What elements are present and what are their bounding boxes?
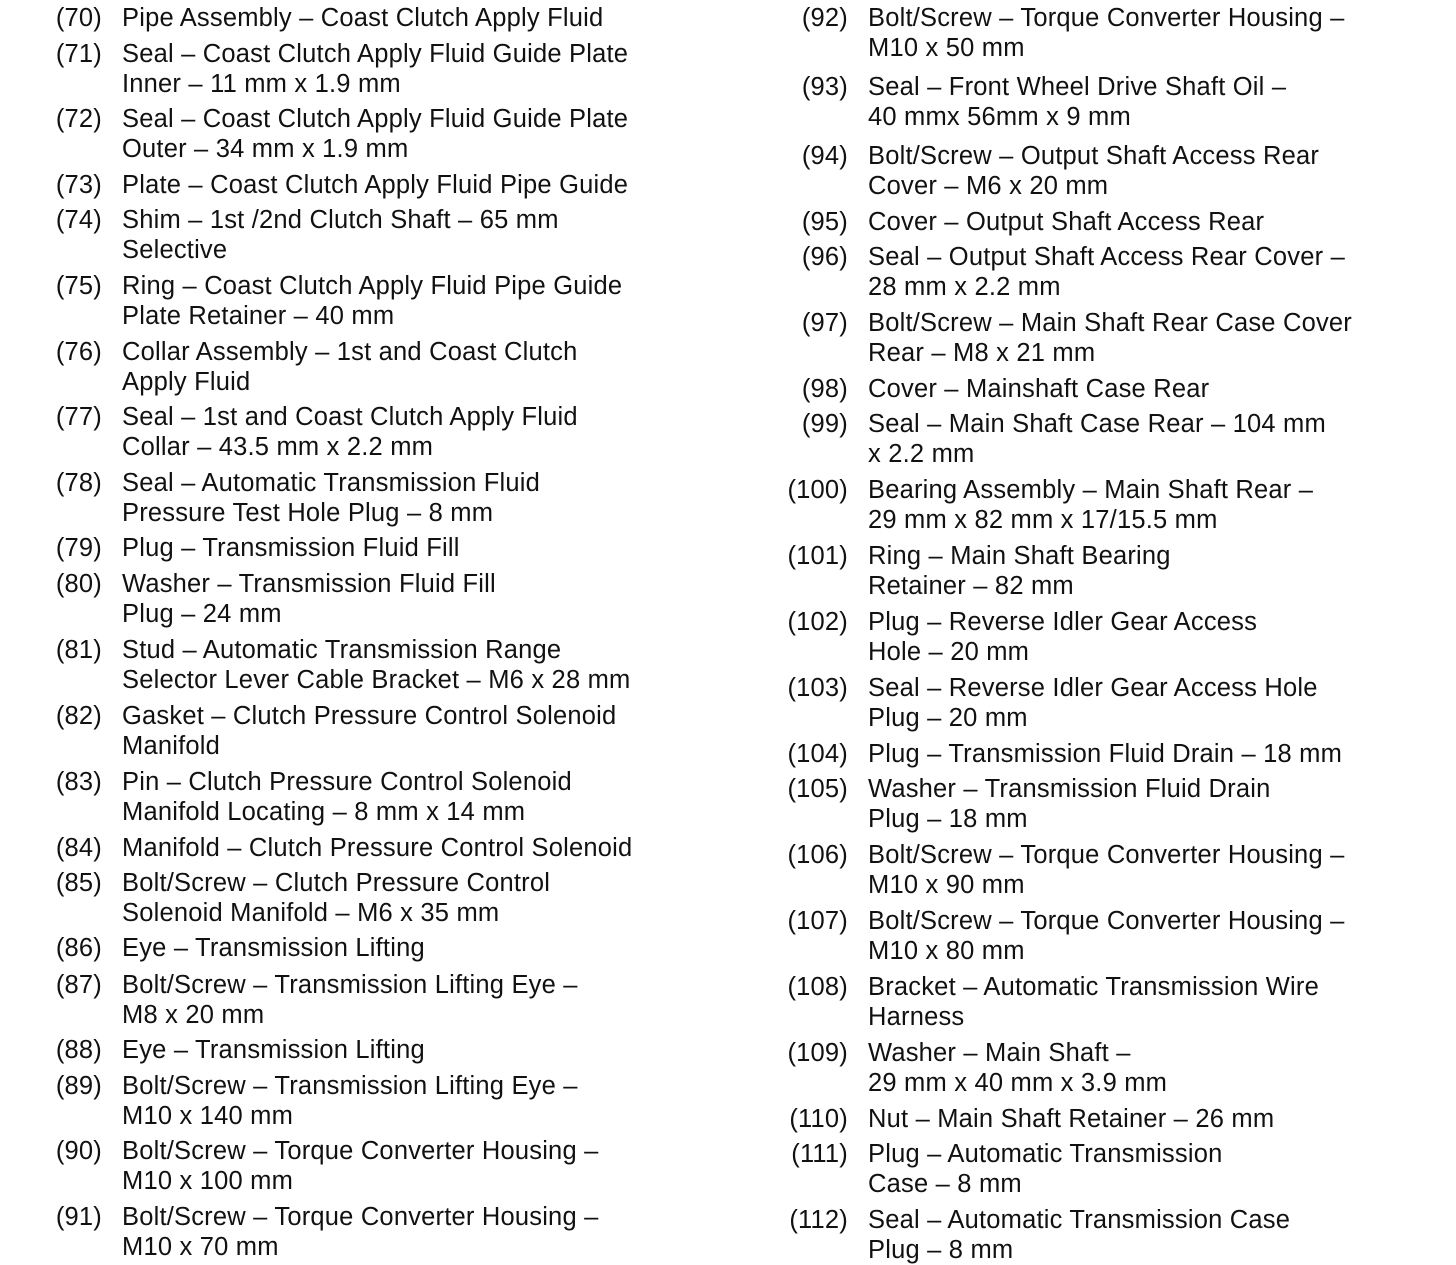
item-description: Plug – Transmission Fluid Drain – 18 mm [868, 740, 1343, 768]
item-description: Seal – Reverse Idler Gear Access Hole Plug – 20 mm [868, 674, 1318, 732]
item-description: Seal – Coast Clutch Apply Fluid Guide Plate Inner – 11 mm x 1.9 mm [122, 40, 629, 98]
item-description: Plug – Automatic Transmission Case – 8 mm [868, 1140, 1223, 1198]
legend-entry [780, 1139, 1408, 1199]
item-description: Seal – Main Shaft Case Rear – 104 mm x 2.2 mm [868, 410, 1326, 468]
legend-entry [48, 3, 702, 33]
legend-entry [48, 635, 702, 695]
item-number: (102) [787, 608, 848, 636]
item-description: Eye – Transmission Lifting [122, 934, 425, 962]
item-description: Bolt/Screw – Output Shaft Access Rear Cover – M6 x 20 mm [868, 142, 1320, 200]
legend-entry [780, 308, 1408, 368]
item-number: (81) [55, 636, 102, 664]
item-description: Ring – Coast Clutch Apply Fluid Pipe Guide Plate Retainer – 40 mm [122, 272, 623, 330]
item-description: Plate – Coast Clutch Apply Fluid Pipe Guide [122, 171, 629, 199]
item-description: Plug – Reverse Idler Gear Access Hole – 20 mm [868, 608, 1258, 666]
item-number: (72) [55, 105, 102, 133]
item-number: (92) [801, 4, 848, 32]
item-number: (77) [55, 403, 102, 431]
legend-entry [48, 271, 702, 331]
item-description: Nut – Main Shaft Retainer – 26 mm [868, 1105, 1275, 1133]
item-number: (75) [55, 272, 102, 300]
item-number: (71) [55, 40, 102, 68]
item-description: Seal – Front Wheel Drive Shaft Oil – 40 mmx 56mm x 9 mm [868, 73, 1287, 131]
item-number: (91) [55, 1203, 102, 1231]
item-description: Bolt/Screw – Torque Converter Housing – M10 x 90 mm [868, 841, 1345, 899]
item-description: Bracket – Automatic Transmission Wire Harness [868, 973, 1319, 1031]
legend-entry [780, 1038, 1408, 1098]
item-description: Pipe Assembly – Coast Clutch Apply Fluid [122, 4, 604, 32]
item-description: Bolt/Screw – Torque Converter Housing – M10 x 80 mm [868, 907, 1345, 965]
item-number: (110) [789, 1105, 848, 1133]
item-description: Collar Assembly – 1st and Coast Clutch Apply Fluid [122, 338, 578, 396]
legend-entry [48, 868, 702, 928]
legend-entry [48, 402, 702, 462]
item-description: Washer – Transmission Fluid Drain Plug – 18 mm [868, 775, 1271, 833]
item-number: (74) [55, 206, 102, 234]
legend-entry [780, 475, 1408, 535]
item-number: (89) [55, 1072, 102, 1100]
item-number: (111) [791, 1140, 848, 1168]
item-description: Gasket – Clutch Pressure Control Solenoid Manifold [122, 702, 617, 760]
item-number: (104) [787, 740, 848, 768]
item-number: (70) [55, 4, 102, 32]
item-number: (105) [787, 775, 848, 803]
legend-entry [48, 1202, 702, 1262]
item-number: (82) [55, 702, 102, 730]
legend-entry [48, 701, 702, 761]
legend-entry [780, 840, 1408, 900]
item-description: Bearing Assembly – Main Shaft Rear – 29 mm x 82 mm x 17/15.5 mm [868, 476, 1314, 534]
item-description: Bolt/Screw – Torque Converter Housing – M10 x 50 mm [868, 4, 1345, 62]
item-description: Cover – Output Shaft Access Rear [868, 208, 1265, 236]
item-description: Bolt/Screw – Torque Converter Housing – M10 x 70 mm [122, 1203, 599, 1261]
item-number: (86) [55, 934, 102, 962]
item-description: Ring – Main Shaft Bearing Retainer – 82 mm [868, 542, 1171, 600]
legend-entry [780, 242, 1408, 302]
item-description: Bolt/Screw – Torque Converter Housing – M10 x 100 mm [122, 1137, 599, 1195]
legend-entry [48, 569, 702, 629]
item-number: (84) [55, 834, 102, 862]
legend-entry [780, 1104, 1408, 1134]
item-number: (73) [55, 171, 102, 199]
legend-entry [780, 673, 1408, 733]
item-description: Washer – Transmission Fluid Fill Plug – 24 mm [122, 570, 496, 628]
item-number: (108) [787, 973, 848, 1001]
item-number: (106) [787, 841, 848, 869]
item-description: Bolt/Screw – Transmission Lifting Eye – M8 x 20 mm [122, 971, 578, 1029]
legend-entry [780, 374, 1408, 404]
legend-entry [48, 170, 702, 200]
legend-entry [780, 141, 1408, 201]
item-number: (101) [787, 542, 848, 570]
legend-entry [780, 774, 1408, 834]
legend-entry [48, 767, 702, 827]
item-description: Shim – 1st /2nd Clutch Shaft – 65 mm Selective [122, 206, 559, 264]
item-number: (79) [55, 534, 102, 562]
legend-entry [48, 468, 702, 528]
item-description: Bolt/Screw – Main Shaft Rear Case Cover Rear – M8 x 21 mm [868, 309, 1352, 367]
legend-entry [780, 409, 1408, 469]
legend-entry [780, 972, 1408, 1032]
item-description: Bolt/Screw – Clutch Pressure Control Solenoid Manifold – M6 x 35 mm [122, 869, 551, 927]
legend-entry [48, 1136, 702, 1196]
item-number: (98) [801, 375, 848, 403]
item-number: (88) [55, 1036, 102, 1064]
item-description: Stud – Automatic Transmission Range Selector Lever Cable Bracket – M6 x 28 mm [122, 636, 631, 694]
item-number: (95) [801, 208, 848, 236]
legend-entry [48, 833, 702, 863]
item-description: Pin – Clutch Pressure Control Solenoid Manifold Locating – 8 mm x 14 mm [122, 768, 572, 826]
legend-entry [48, 104, 702, 164]
legend-entry [780, 207, 1408, 237]
item-description: Eye – Transmission Lifting [122, 1036, 425, 1064]
legend-entry [48, 1071, 702, 1131]
legend-entry [48, 337, 702, 397]
legend-entry [780, 3, 1408, 63]
item-number: (109) [787, 1039, 848, 1067]
item-number: (83) [55, 768, 102, 796]
legend-entry [48, 533, 702, 563]
item-number: (90) [55, 1137, 102, 1165]
legend-entry [780, 1205, 1408, 1265]
item-number: (93) [801, 73, 848, 101]
legend-entry [780, 906, 1408, 966]
item-number: (112) [789, 1206, 848, 1234]
item-number: (76) [55, 338, 102, 366]
item-number: (97) [801, 309, 848, 337]
item-description: Seal – Coast Clutch Apply Fluid Guide Plate Outer – 34 mm x 1.9 mm [122, 105, 629, 163]
legend-entry [48, 1035, 702, 1065]
item-number: (100) [787, 476, 848, 504]
legend-entry [780, 72, 1408, 132]
legend-entry [48, 39, 702, 99]
item-number: (80) [55, 570, 102, 598]
item-number: (107) [787, 907, 848, 935]
item-number: (85) [55, 869, 102, 897]
item-description: Manifold – Clutch Pressure Control Solenoid [122, 834, 633, 862]
item-description: Bolt/Screw – Transmission Lifting Eye – M10 x 140 mm [122, 1072, 578, 1130]
legend-entry [48, 970, 702, 1030]
item-number: (94) [801, 142, 848, 170]
item-description: Washer – Main Shaft – 29 mm x 40 mm x 3.9 mm [868, 1039, 1168, 1097]
legend-entry [780, 607, 1408, 667]
item-number: (78) [55, 469, 102, 497]
item-description: Seal – 1st and Coast Clutch Apply Fluid Collar – 43.5 mm x 2.2 mm [122, 403, 578, 461]
legend-entry [780, 739, 1408, 769]
item-description: Cover – Mainshaft Case Rear [868, 375, 1210, 403]
legend-entry [780, 541, 1408, 601]
item-description: Plug – Transmission Fluid Fill [122, 534, 460, 562]
item-number: (103) [787, 674, 848, 702]
item-description: Seal – Output Shaft Access Rear Cover – 28 mm x 2.2 mm [868, 243, 1345, 301]
item-number: (87) [55, 971, 102, 999]
item-number: (96) [801, 243, 848, 271]
item-description: Seal – Automatic Transmission Fluid Pressure Test Hole Plug – 8 mm [122, 469, 541, 527]
item-description: Seal – Automatic Transmission Case Plug – 8 mm [868, 1206, 1291, 1264]
item-number: (99) [801, 410, 848, 438]
legend-entry [48, 205, 702, 265]
legend-entry [48, 933, 702, 963]
